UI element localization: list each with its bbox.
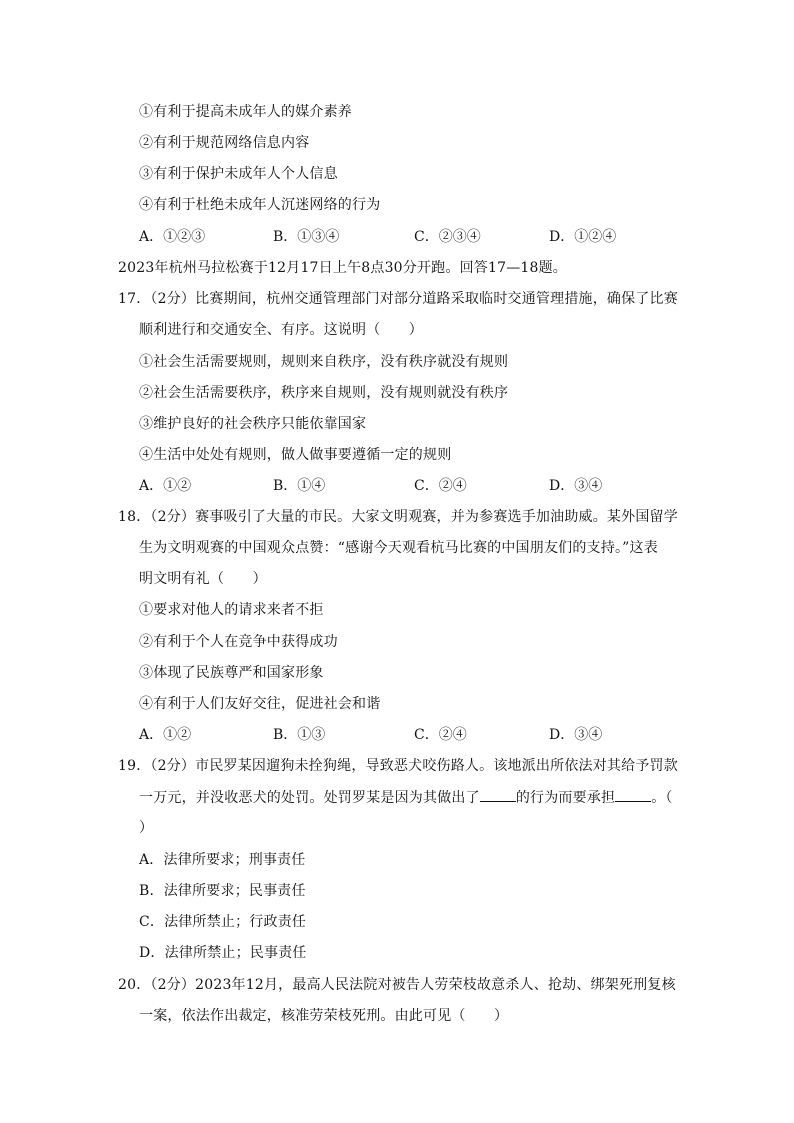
intro-17-18: 2023年杭州马拉松赛于12月17日上午8点30分开跑。回答17—18题。: [118, 260, 568, 276]
q18-stem-line-3: 明文明有礼（ ）: [139, 571, 267, 587]
q19-stem-line-3: ）: [139, 820, 154, 836]
q17-option-2: ②社会生活需要秩序，秩序来自规则，没有规则就没有秩序: [139, 385, 509, 401]
q18-choice-a: A．①②: [139, 727, 192, 743]
q18-option-2: ②有利于个人在竞争中获得成功: [139, 634, 338, 650]
q16-choice-c: C．②③④: [414, 229, 481, 245]
q16-option-1: ①有利于提高未成年人的媒介素养: [139, 104, 352, 120]
q17-choice-d: D．③④: [549, 478, 603, 494]
q19-stem-line-2: [139, 787, 673, 808]
q19-choice-a: A．法律所要求；刑事责任: [139, 852, 306, 868]
q16-option-3: ③有利于保护未成年人个人信息: [139, 166, 338, 182]
q17-stem-line-1: 17．（2分）比赛期间，杭州交通管理部门对部分道路采取临时交通管理措施，确保了比赛: [118, 291, 678, 307]
q17-option-1: ①社会生活需要规则，规则来自秩序，没有秩序就没有规则: [139, 354, 509, 370]
q16-choice-d: D．①②④: [549, 229, 617, 245]
q16-option-2: ②有利于规范网络信息内容: [139, 135, 310, 151]
q19-choice-b: B．法律所要求；民事责任: [139, 883, 306, 899]
q18-stem-line-2: 生为文明观赛的中国观众点赞：“感谢今天观看杭马比赛的中国朋友们的支持。”这表: [139, 540, 658, 556]
q18-option-1: ①要求对他人的请求来者不拒: [139, 602, 324, 618]
q17-choice-b: B．①④: [273, 478, 326, 494]
q16-choice-b: B．①③④: [273, 229, 340, 245]
q17-choice-a: A．①②: [139, 478, 192, 494]
q20-stem-line-2: 一案，依法作出裁定，核准劳荣枝死刑。由此可见（ ）: [139, 1008, 509, 1024]
q19-choice-d: D．法律所禁止；民事责任: [139, 945, 307, 961]
q19-stem-line-2-part-1: 一万元，并没收恶犬的处罚。处罚罗某是因为其做出了: [139, 790, 480, 806]
q17-option-3: ③维护良好的社会秩序只能依靠国家: [139, 416, 367, 432]
q16-option-4: ④有利于杜绝未成年人沉迷网络的行为: [139, 197, 381, 213]
q18-choice-b: B．①③: [273, 727, 326, 743]
q17-choice-c: C．②④: [414, 478, 467, 494]
q19-blank-1: [480, 787, 516, 802]
q19-blank-2: [615, 787, 651, 802]
q18-choice-d: D．③④: [549, 727, 603, 743]
q19-stem-line-2-part-2: 的行为而要承担: [515, 790, 616, 806]
q18-stem-line-1: 18．（2分）赛事吸引了大量的市民。大家文明观赛，并为参赛选手加油助威。某外国留学: [118, 509, 678, 525]
q18-option-3: ③体现了民族尊严和国家形象: [139, 665, 324, 681]
q20-stem-line-1: 20．（2分）2023年12月，最高人民法院对被告人劳荣枝故意杀人、抢劫、绑架死刑复核: [118, 977, 676, 993]
q17-stem-line-2: 顺利进行和交通安全、有序。这说明（ ）: [139, 322, 423, 338]
q16-choice-a: A．①②③: [139, 229, 206, 245]
q17-option-4: ④生活中处处有规则，做人做事要遵循一定的规则: [139, 447, 452, 463]
q19-choice-c: C．法律所禁止；行政责任: [139, 914, 307, 930]
q19-stem-line-2-part-3: 。（: [651, 790, 673, 806]
q18-option-4: ④有利于人们友好交往，促进社会和谐: [139, 696, 381, 712]
q18-choice-c: C．②④: [414, 727, 467, 743]
q19-stem-line-1: 19．（2分）市民罗某因遛狗未拴狗绳，导致恶犬咬伤路人。该地派出所依法对其给予罚款: [118, 758, 678, 774]
